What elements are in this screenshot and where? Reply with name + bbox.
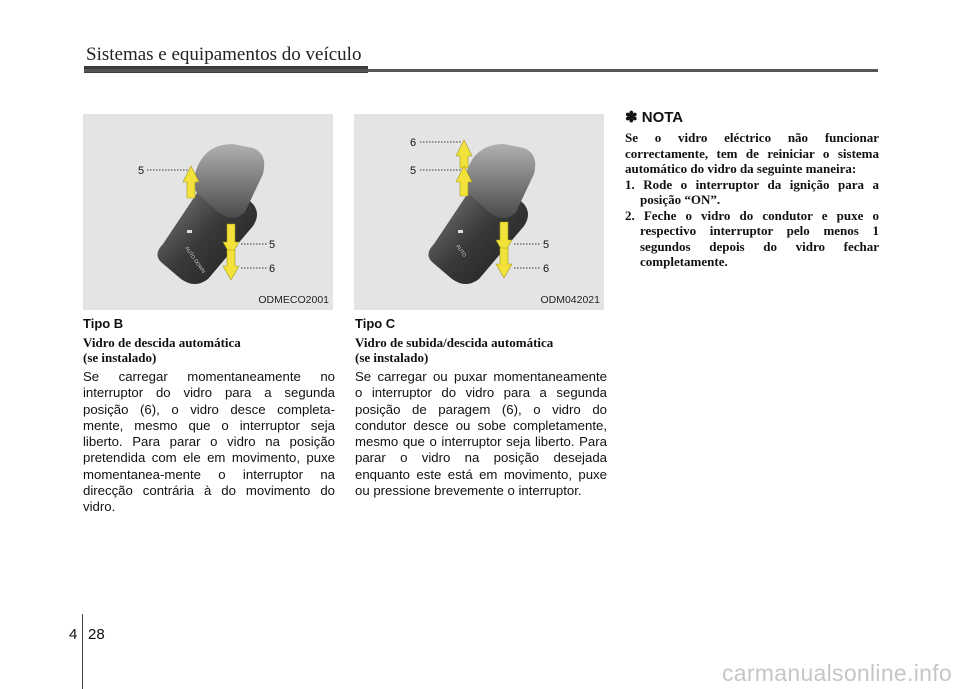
page-number: 28 (88, 626, 105, 643)
callout-label: 5 (410, 165, 417, 177)
callout-label: 6 (543, 263, 550, 275)
figure-tipo-c (354, 114, 604, 310)
section-heading: Vidro de subida/descida automática (355, 335, 554, 350)
header-rule (84, 69, 878, 72)
page-number-divider (82, 614, 83, 689)
window-switch-illustration (83, 114, 333, 310)
callout-label: 5 (269, 239, 276, 251)
section-body: Se carregar ou puxar momentaneamente o interruptor do vidro para a segunda posição de paragem (6), o vidro do condutor desce ou sobe completamente, mesmo que o interruptor seja liberto. Para parar o vidro na posição desejada enquanto este está em movimento, puxe ou pressione brevemente o interruptor. (355, 369, 607, 499)
section-heading-note: (se instalado) (355, 350, 429, 365)
section-body: Se carregar momentaneamente no interruptor do vidro para a segunda posição (6), o vidro desce completa-mente, mesmo que o interruptor seja liberto. Para parar o vidro na posição pretendida com ele em movimento, puxe momentanea-mente o interruptor na direcção contrária à do movimento do vidro. (83, 369, 335, 515)
page-header-title: Sistemas e equipamentos do veículo (86, 44, 362, 65)
section-tipo-b (83, 316, 335, 516)
chapter-number: 4 (69, 626, 78, 643)
led-indicator (187, 230, 192, 233)
watermark: carmanualsonline.info (721, 660, 952, 686)
callout-label: 6 (269, 263, 276, 275)
switch-engraving: AUTO (454, 243, 468, 259)
figure-tipo-b (83, 114, 333, 310)
section-heading-note: (se instalado) (83, 350, 157, 365)
switch-engraving: AUTO DOWN (183, 245, 207, 275)
section-type-label: Tipo B (83, 316, 124, 331)
section-heading: Vidro de descida automática (83, 335, 241, 350)
nota-step: 2. Feche o vidro do condutor e puxe o respectivo interruptor pelo menos 1 segundos depois do vidro fechar completamente. (625, 207, 879, 269)
led-indicator (458, 230, 463, 233)
nota-title: ✽ NOTA (625, 109, 684, 126)
figure-code: ODM042021 (540, 294, 600, 306)
nota-box (625, 108, 879, 270)
section-tipo-c (355, 316, 607, 499)
nota-intro: Se o vidro eléctrico não funcionar correctamente, tem de reiniciar o sistema automático do vidro da seguinte maneira: (625, 130, 879, 176)
figure-code: ODMECO2001 (258, 294, 329, 306)
callout-label: 6 (410, 137, 417, 149)
window-switch-illustration (354, 114, 604, 310)
arrow-up-icon (456, 140, 472, 168)
nota-step: 1. Rode o interruptor da ignição para a posição “ON”. (625, 176, 879, 207)
callout-label: 5 (138, 165, 145, 177)
callout-label: 5 (543, 239, 550, 251)
section-type-label: Tipo C (355, 316, 396, 331)
